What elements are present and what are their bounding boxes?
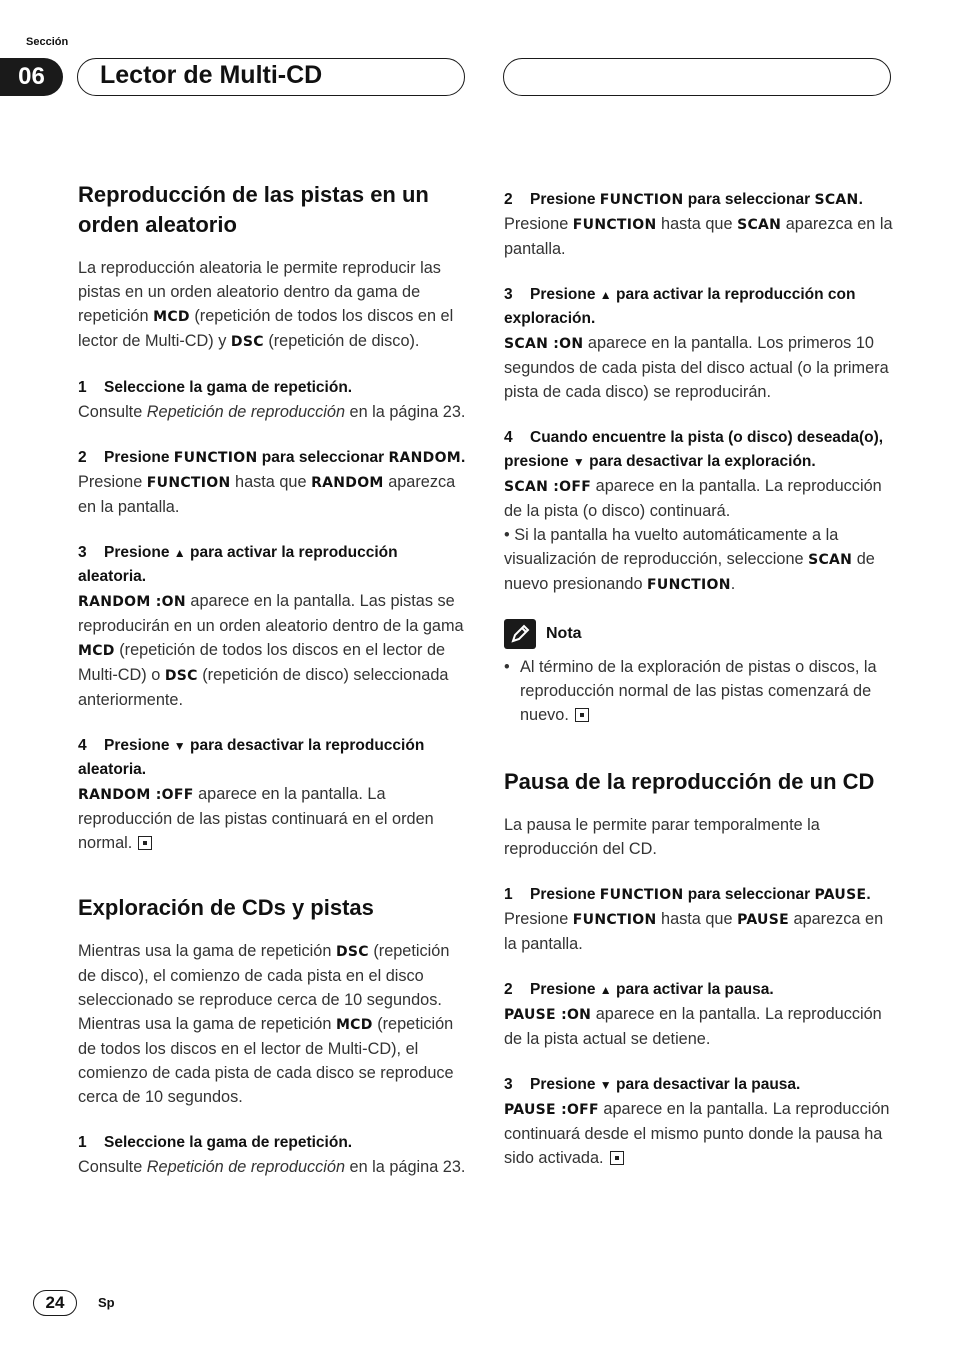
- down-arrow-icon: ▼: [599, 1078, 612, 1092]
- random-section-title: Reproducción de las pistas en un orden aleatorio: [78, 182, 429, 237]
- down-arrow-icon: ▼: [572, 455, 585, 469]
- pause-step-1: 1 Presione FUNCTION para seleccionar PAUSE. Presione FUNCTION hasta que PAUSE aparezca en la pantalla.: [504, 886, 884, 953]
- end-mark-icon: [610, 1151, 624, 1165]
- random-step-2: 2 Presione FUNCTION para seleccionar RANDOM. Presione FUNCTION hasta que RANDOM aparezca en la pantalla.: [78, 449, 466, 516]
- left-column: [78, 180, 468, 1201]
- scan-step-4: 4 Cuando encuentre la pista (o disco) deseada(o), presione ▼ para desactivar la exploración. SCAN :OFF aparece en la pantalla. La reproducción de la pista (o disco) continuará. • Si la pantalla ha vuelto automáticamente a la visualización de reproducción, seleccione SCAN de nuevo presionando FUNCTION.: [504, 429, 884, 593]
- pause-step-2: 2 Presione ▲ para activar la pausa. PAUSE :ON aparece en la pantalla. La reproducción de la pista actual se detiene.: [504, 981, 882, 1048]
- random-step-3: 3 Presione ▲ para activar la reproducción aleatoria. RANDOM :ON aparece en la pantalla. Las pistas se reproducirán en un orden aleatorio dentro de la gama MCD (repetición de todos los discos en el lector de Multi-CD) o DSC (repetición de disco) seleccionada anteriormente.: [78, 544, 464, 709]
- random-intro: La reproducción aleatoria le permite reproducir las pistas en un orden aleatorio dentro da gama de repetición MCD (repetición de todos los discos en el lector de Multi-CD) y DSC (repetición de disco).: [78, 259, 454, 350]
- up-arrow-icon: ▲: [599, 288, 612, 302]
- pause-section-title: Pausa de la reproducción de un CD: [504, 769, 875, 794]
- section-number-badge: 06: [0, 58, 63, 96]
- random-step-1: 1 Seleccione la gama de repetición. Consulte Repetición de reproducción en la página 23.: [78, 379, 466, 421]
- note-title: Nota: [546, 625, 582, 642]
- random-step-4: 4 Presione ▼ para desactivar la reproducción aleatoria. RANDOM :OFF aparece en la pantalla. La reproducción de las pistas continuará en el orden normal.: [78, 737, 434, 852]
- up-arrow-icon: ▲: [173, 546, 186, 560]
- scan-intro: Mientras usa la gama de repetición DSC (repetición de disco), el comienzo de cada pista en el disco seleccionado se reproduce cerca de 10 segundos. Mientras usa la gama de repetición MCD (repetición de todos los discos en el lector de Multi-CD), el comienzo de cada pista de cada disco se reproduce cerca de 10 segundos.: [78, 942, 454, 1106]
- note-pencil-icon: [504, 619, 536, 649]
- end-mark-icon: [575, 708, 589, 722]
- header-empty-box: [503, 58, 891, 96]
- chapter-title: Lector de Multi-CD: [100, 61, 323, 89]
- scan-step-2: 2 Presione FUNCTION para seleccionar SCAN. Presione FUNCTION hasta que SCAN aparezca en la pantalla.: [504, 191, 893, 258]
- chapter-title-box: [77, 58, 465, 96]
- down-arrow-icon: ▼: [173, 739, 186, 753]
- pause-intro: La pausa le permite parar temporalmente la reproducción del CD.: [504, 816, 820, 858]
- scan-section-title: Exploración de CDs y pistas: [78, 895, 374, 920]
- note-item: • Al término de la exploración de pistas o discos, la reproducción normal de las pistas comenzará de nuevo.: [504, 658, 877, 724]
- right-column: [504, 188, 894, 1192]
- up-arrow-icon: ▲: [599, 983, 612, 997]
- section-label: Sección: [26, 36, 69, 48]
- language-code: Sp: [98, 1295, 115, 1310]
- scan-step-3: 3 Presione ▲ para activar la reproducción con exploración. SCAN :ON aparece en la pantalla. Los primeros 10 segundos de cada pista del disco actual (o la primera pista de cada disco) se reproducirán.: [504, 286, 889, 401]
- pause-step-3: 3 Presione ▼ para desactivar la pausa. PAUSE :OFF aparece en la pantalla. La reproducción continuará desde el mismo punto donde la pausa ha sido activada.: [504, 1076, 890, 1167]
- note-block: [504, 619, 894, 727]
- scan-step-1: 1 Seleccione la gama de repetición. Consulte Repetición de reproducción en la página 23.: [78, 1134, 466, 1176]
- page-number: 24: [33, 1290, 77, 1316]
- end-mark-icon: [138, 836, 152, 850]
